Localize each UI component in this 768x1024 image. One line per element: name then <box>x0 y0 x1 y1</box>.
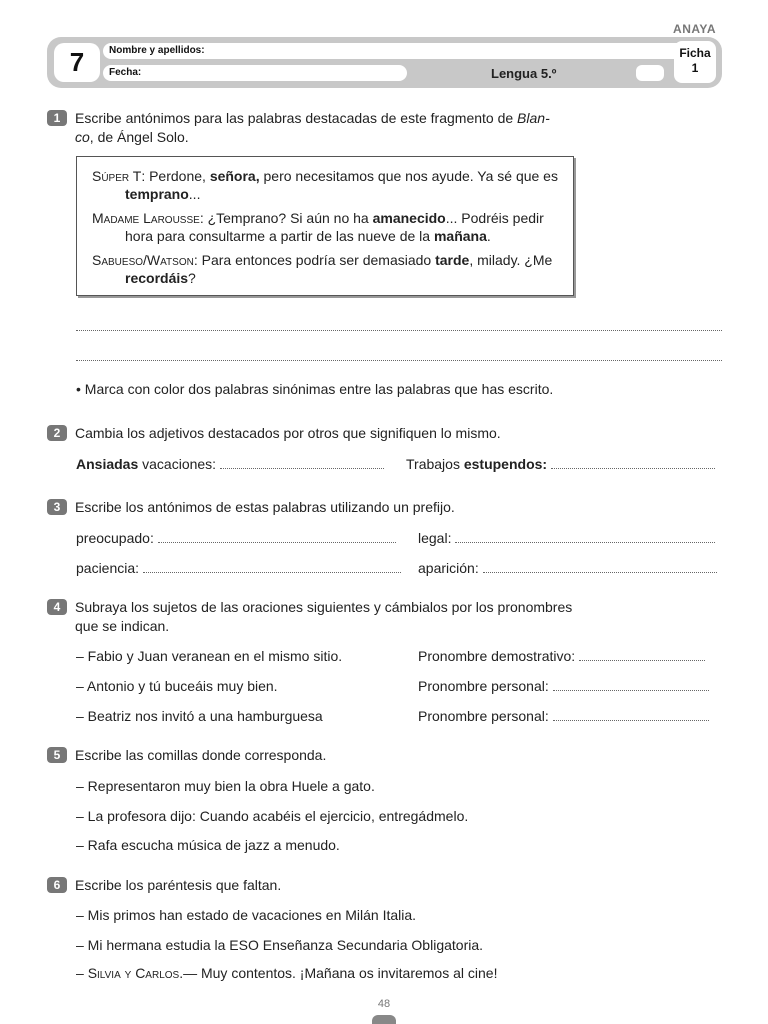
q3-item: preocupado: <box>76 529 396 547</box>
subject-label: Lengua 5.º <box>491 66 557 81</box>
page-tab <box>372 1015 396 1024</box>
answer-line[interactable] <box>76 329 722 331</box>
question-number: 5 <box>47 747 67 763</box>
page-number: 48 <box>377 998 391 1010</box>
quote-line: Madame Larousse: ¿Temprano? Si aún no ha amanecido... Podréis pedir hora para consultarme a partir de las nueve de la mañana. <box>92 210 544 244</box>
question-5 <box>47 746 723 765</box>
q4-sentence: – Fabio y Juan veranean en el mismo sitio. <box>76 648 343 664</box>
answer-line[interactable] <box>579 648 705 661</box>
extra-field[interactable] <box>636 65 664 81</box>
q6-sentence: – Silvia y Carlos.— Muy contentos. ¡Mañana os invitaremos al cine! <box>76 965 498 981</box>
date-field[interactable]: Fecha: <box>103 65 407 81</box>
q2-item-left: Ansiadas vacaciones: <box>76 455 384 473</box>
question-number: 2 <box>47 425 67 441</box>
q4-sentence: – Antonio y tú buceáis muy bien. <box>76 678 278 694</box>
answer-line[interactable] <box>158 530 396 543</box>
question-text: Subraya los sujetos de las oraciones siguientes y cámbialos por los pronombres que se indican. <box>75 599 573 634</box>
q2-item-right: Trabajos estupendos: <box>406 455 715 473</box>
q3-item: legal: <box>418 529 715 547</box>
q3-item: paciencia: <box>76 559 401 577</box>
question-number: 3 <box>47 499 67 515</box>
ficha-number: 1 <box>691 61 699 75</box>
answer-line[interactable] <box>143 560 401 573</box>
worksheet-header <box>47 37 722 88</box>
q5-sentence: – Rafa escucha música de jazz a menudo. <box>76 837 340 853</box>
question-4 <box>47 598 723 636</box>
q6-sentence: – Mi hermana estudia la ESO Enseñanza Secundaria Obligatoria. <box>76 937 484 953</box>
question-text: Escribe los paréntesis que faltan. <box>75 877 282 893</box>
quote-line: Súper T: Perdone, señora, pero necesitamos que nos ayude. Ya sé que es temprano... <box>92 168 558 202</box>
q3-item: aparición: <box>418 559 717 577</box>
question-text: Escribe antónimos para las palabras destacadas de este fragmento de Blan- co, de Ángel Solo. <box>75 110 550 145</box>
name-field[interactable]: Nombre y apellidos: <box>103 43 715 59</box>
answer-line[interactable] <box>553 678 709 691</box>
q4-pronoun: Pronombre demostrativo: <box>418 647 705 665</box>
question-number: 6 <box>47 877 67 893</box>
ficha-box <box>674 41 716 83</box>
answer-line[interactable] <box>220 456 384 469</box>
answer-line[interactable] <box>483 560 717 573</box>
quote-box <box>76 156 574 296</box>
question-6 <box>47 876 723 895</box>
unit-number: 7 <box>54 43 100 82</box>
question-2 <box>47 424 723 443</box>
q6-sentence: – Mis primos han estado de vacaciones en Milán Italia. <box>76 907 417 923</box>
question-1 <box>47 109 723 147</box>
question-text: Escribe las comillas donde corresponda. <box>75 747 327 763</box>
q4-pronoun: Pronombre personal: <box>418 707 709 725</box>
question-text: Escribe los antónimos de estas palabras utilizando un prefijo. <box>75 499 455 515</box>
question-text: Cambia los adjetivos destacados por otros que signifiquen lo mismo. <box>75 425 501 441</box>
q4-pronoun: Pronombre personal: <box>418 677 709 695</box>
publisher-logo: ANAYA <box>673 22 716 36</box>
answer-line[interactable] <box>76 359 722 361</box>
question-3 <box>47 498 723 517</box>
question-number: 1 <box>47 110 67 126</box>
answer-line[interactable] <box>553 708 709 721</box>
bullet-instruction: • Marca con color dos palabras sinónimas entre las palabras que has escrito. <box>76 381 554 397</box>
question-number: 4 <box>47 599 67 615</box>
answer-line[interactable] <box>455 530 715 543</box>
q5-sentence: – Representaron muy bien la obra Huele a gato. <box>76 778 375 794</box>
quote-line: Sabueso/Watson: Para entonces podría ser demasiado tarde, milady. ¿Me recordáis? <box>92 252 553 286</box>
q4-sentence: – Beatriz nos invitó a una hamburguesa <box>76 708 323 724</box>
q5-sentence: – La profesora dijo: Cuando acabéis el ejercicio, entregádmelo. <box>76 808 469 824</box>
ficha-label: Ficha <box>679 46 711 60</box>
answer-line[interactable] <box>551 456 715 469</box>
